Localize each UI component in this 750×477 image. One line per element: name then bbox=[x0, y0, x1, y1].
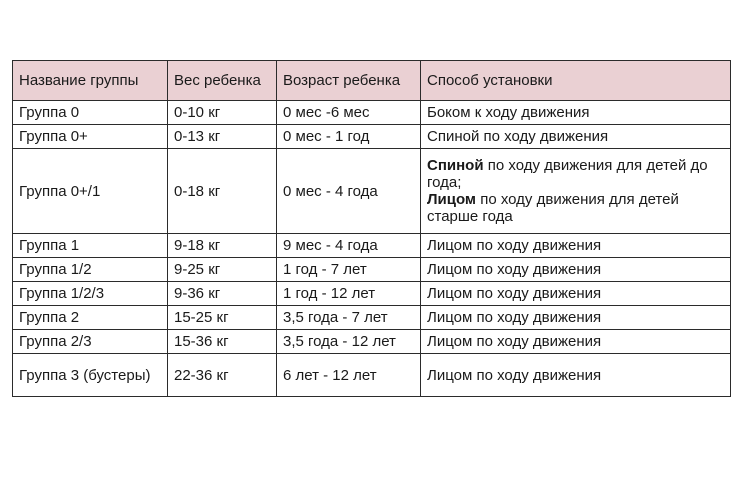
cell-child-weight: 9-25 кг bbox=[168, 258, 277, 282]
cell-installation-mode: Лицом по ходу движения bbox=[421, 234, 731, 258]
cell-group-name: Группа 1/2 bbox=[13, 258, 168, 282]
cell-group-name: Группа 3 (бустеры) bbox=[13, 354, 168, 397]
mode-line-rear-facing bbox=[427, 157, 724, 191]
mode-text: по ходу движения для детей до года; bbox=[427, 157, 708, 191]
cell-group-name: Группа 1/2/3 bbox=[13, 282, 168, 306]
cell-installation-mode bbox=[421, 149, 731, 234]
cell-child-weight: 0-10 кг bbox=[168, 101, 277, 125]
mode-text: по ходу движения для детей старше года bbox=[427, 191, 679, 225]
header-child-age: Возраст ребенка bbox=[277, 61, 421, 101]
table-row bbox=[13, 234, 731, 258]
cell-child-weight: 15-25 кг bbox=[168, 306, 277, 330]
mode-emphasis: Спиной bbox=[427, 157, 484, 174]
cell-child-age: 1 год - 12 лет bbox=[277, 282, 421, 306]
table-row bbox=[13, 354, 731, 397]
table-header bbox=[13, 61, 731, 101]
cell-installation-mode: Лицом по ходу движения bbox=[421, 282, 731, 306]
cell-child-age: 0 мес - 1 год bbox=[277, 125, 421, 149]
cell-child-age: 1 год - 7 лет bbox=[277, 258, 421, 282]
cell-child-age: 0 мес - 4 года bbox=[277, 149, 421, 234]
table-row bbox=[13, 282, 731, 306]
header-child-weight: Вес ребенка bbox=[168, 61, 277, 101]
header-installation-mode: Способ установки bbox=[421, 61, 731, 101]
table-row bbox=[13, 306, 731, 330]
header-row bbox=[13, 61, 731, 101]
cell-installation-mode: Лицом по ходу движения bbox=[421, 258, 731, 282]
header-group-name: Название группы bbox=[13, 61, 168, 101]
table-row bbox=[13, 101, 731, 125]
table-row bbox=[13, 258, 731, 282]
cell-child-age: 0 мес -6 мес bbox=[277, 101, 421, 125]
mode-emphasis: Лицом bbox=[427, 191, 477, 208]
cell-group-name: Группа 0+ bbox=[13, 125, 168, 149]
cell-group-name: Группа 0+/1 bbox=[13, 149, 168, 234]
table-row bbox=[13, 149, 731, 234]
table-body bbox=[13, 101, 731, 397]
cell-child-age: 9 мес - 4 года bbox=[277, 234, 421, 258]
cell-installation-mode: Лицом по ходу движения bbox=[421, 354, 731, 397]
cell-group-name: Группа 2 bbox=[13, 306, 168, 330]
cell-child-age: 3,5 года - 12 лет bbox=[277, 330, 421, 354]
cell-child-weight: 9-18 кг bbox=[168, 234, 277, 258]
cell-installation-mode: Спиной по ходу движения bbox=[421, 125, 731, 149]
cell-group-name: Группа 2/3 bbox=[13, 330, 168, 354]
cell-installation-mode: Боком к ходу движения bbox=[421, 101, 731, 125]
cell-child-weight: 0-13 кг bbox=[168, 125, 277, 149]
cell-child-age: 6 лет - 12 лет bbox=[277, 354, 421, 397]
cell-installation-mode: Лицом по ходу движения bbox=[421, 306, 731, 330]
cell-child-weight: 0-18 кг bbox=[168, 149, 277, 234]
table-row bbox=[13, 125, 731, 149]
car-seat-groups-table bbox=[12, 60, 731, 397]
cell-installation-mode: Лицом по ходу движения bbox=[421, 330, 731, 354]
cell-child-weight: 15-36 кг bbox=[168, 330, 277, 354]
cell-child-age: 3,5 года - 7 лет bbox=[277, 306, 421, 330]
cell-child-weight: 22-36 кг bbox=[168, 354, 277, 397]
cell-group-name: Группа 1 bbox=[13, 234, 168, 258]
cell-group-name: Группа 0 bbox=[13, 101, 168, 125]
mode-line-forward-facing bbox=[427, 191, 724, 225]
table-row bbox=[13, 330, 731, 354]
cell-child-weight: 9-36 кг bbox=[168, 282, 277, 306]
